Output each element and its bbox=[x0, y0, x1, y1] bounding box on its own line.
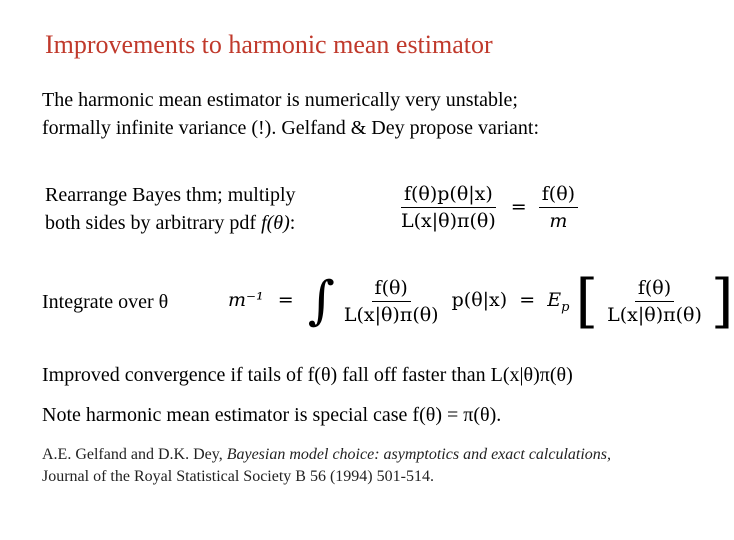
slide-title: Improvements to harmonic mean estimator bbox=[45, 30, 493, 59]
bayes-equation bbox=[398, 183, 578, 232]
note-text: Note harmonic mean estimator is special case f(θ) = π(θ). bbox=[42, 404, 502, 426]
intro-line-2: formally infinite variance (!). Gelfand & Dey propose variant: bbox=[42, 117, 540, 139]
integrand-numerator: f(θ) bbox=[372, 277, 411, 302]
bayes-left-numerator: f(θ)p(θ|x) bbox=[401, 183, 496, 208]
integral-sign: ∫ bbox=[307, 271, 335, 331]
expectation-symbol: E bbox=[547, 289, 562, 311]
convergence-text: Improved convergence if tails of f(θ) fall off faster than L(x|θ)π(θ) bbox=[42, 364, 573, 386]
expectation-fraction bbox=[604, 277, 705, 326]
expectation-denominator: L(x|θ)π(θ) bbox=[607, 303, 702, 326]
rearrange-text bbox=[45, 181, 296, 237]
reference-authors: A.E. Gelfand and D.K. Dey, bbox=[42, 446, 227, 463]
integral-equation bbox=[228, 267, 734, 335]
bayes-right-numerator: f(θ) bbox=[539, 183, 578, 208]
integrate-label: Integrate over θ bbox=[42, 291, 169, 313]
bayes-left-denominator: L(x|θ)π(θ) bbox=[401, 210, 496, 232]
bracket-close: ] bbox=[710, 267, 734, 335]
m-inverse: m⁻¹ bbox=[228, 289, 264, 311]
expectation-subscript: p bbox=[561, 299, 570, 315]
bayes-right-fraction bbox=[539, 183, 578, 232]
rearrange-line-2 bbox=[45, 209, 296, 237]
reference-citation bbox=[42, 444, 611, 488]
reference-line-1 bbox=[42, 444, 611, 466]
integrand-denominator: L(x|θ)π(θ) bbox=[343, 303, 439, 326]
rearrange-line-1: Rearrange Bayes thm; multiply bbox=[45, 184, 296, 206]
bayes-left-fraction bbox=[398, 183, 499, 232]
posterior-density: p(θ|x) bbox=[451, 289, 508, 311]
bracket-open: [ bbox=[575, 267, 599, 335]
rearrange-line-2-suffix: : bbox=[289, 212, 296, 234]
rearrange-line-2-prefix: both sides by arbitrary pdf bbox=[45, 212, 262, 234]
integral-equals-2: = bbox=[519, 289, 536, 311]
integral-equals-1: = bbox=[277, 289, 294, 311]
reference-paper-title: Bayesian model choice: asymptotics and exact calculations, bbox=[226, 446, 612, 463]
bayes-right-denominator: m bbox=[549, 210, 568, 232]
intro-paragraph bbox=[42, 86, 539, 142]
integrand-fraction bbox=[341, 277, 442, 326]
arbitrary-pdf-symbol: f(θ) bbox=[261, 212, 290, 234]
reference-journal: Journal of the Royal Statistical Society B 56 (1994) 501-514. bbox=[42, 468, 434, 485]
bayes-equals: = bbox=[510, 195, 527, 218]
expectation-numerator: f(θ) bbox=[635, 277, 674, 302]
intro-line-1: The harmonic mean estimator is numerically very unstable; bbox=[42, 89, 518, 111]
